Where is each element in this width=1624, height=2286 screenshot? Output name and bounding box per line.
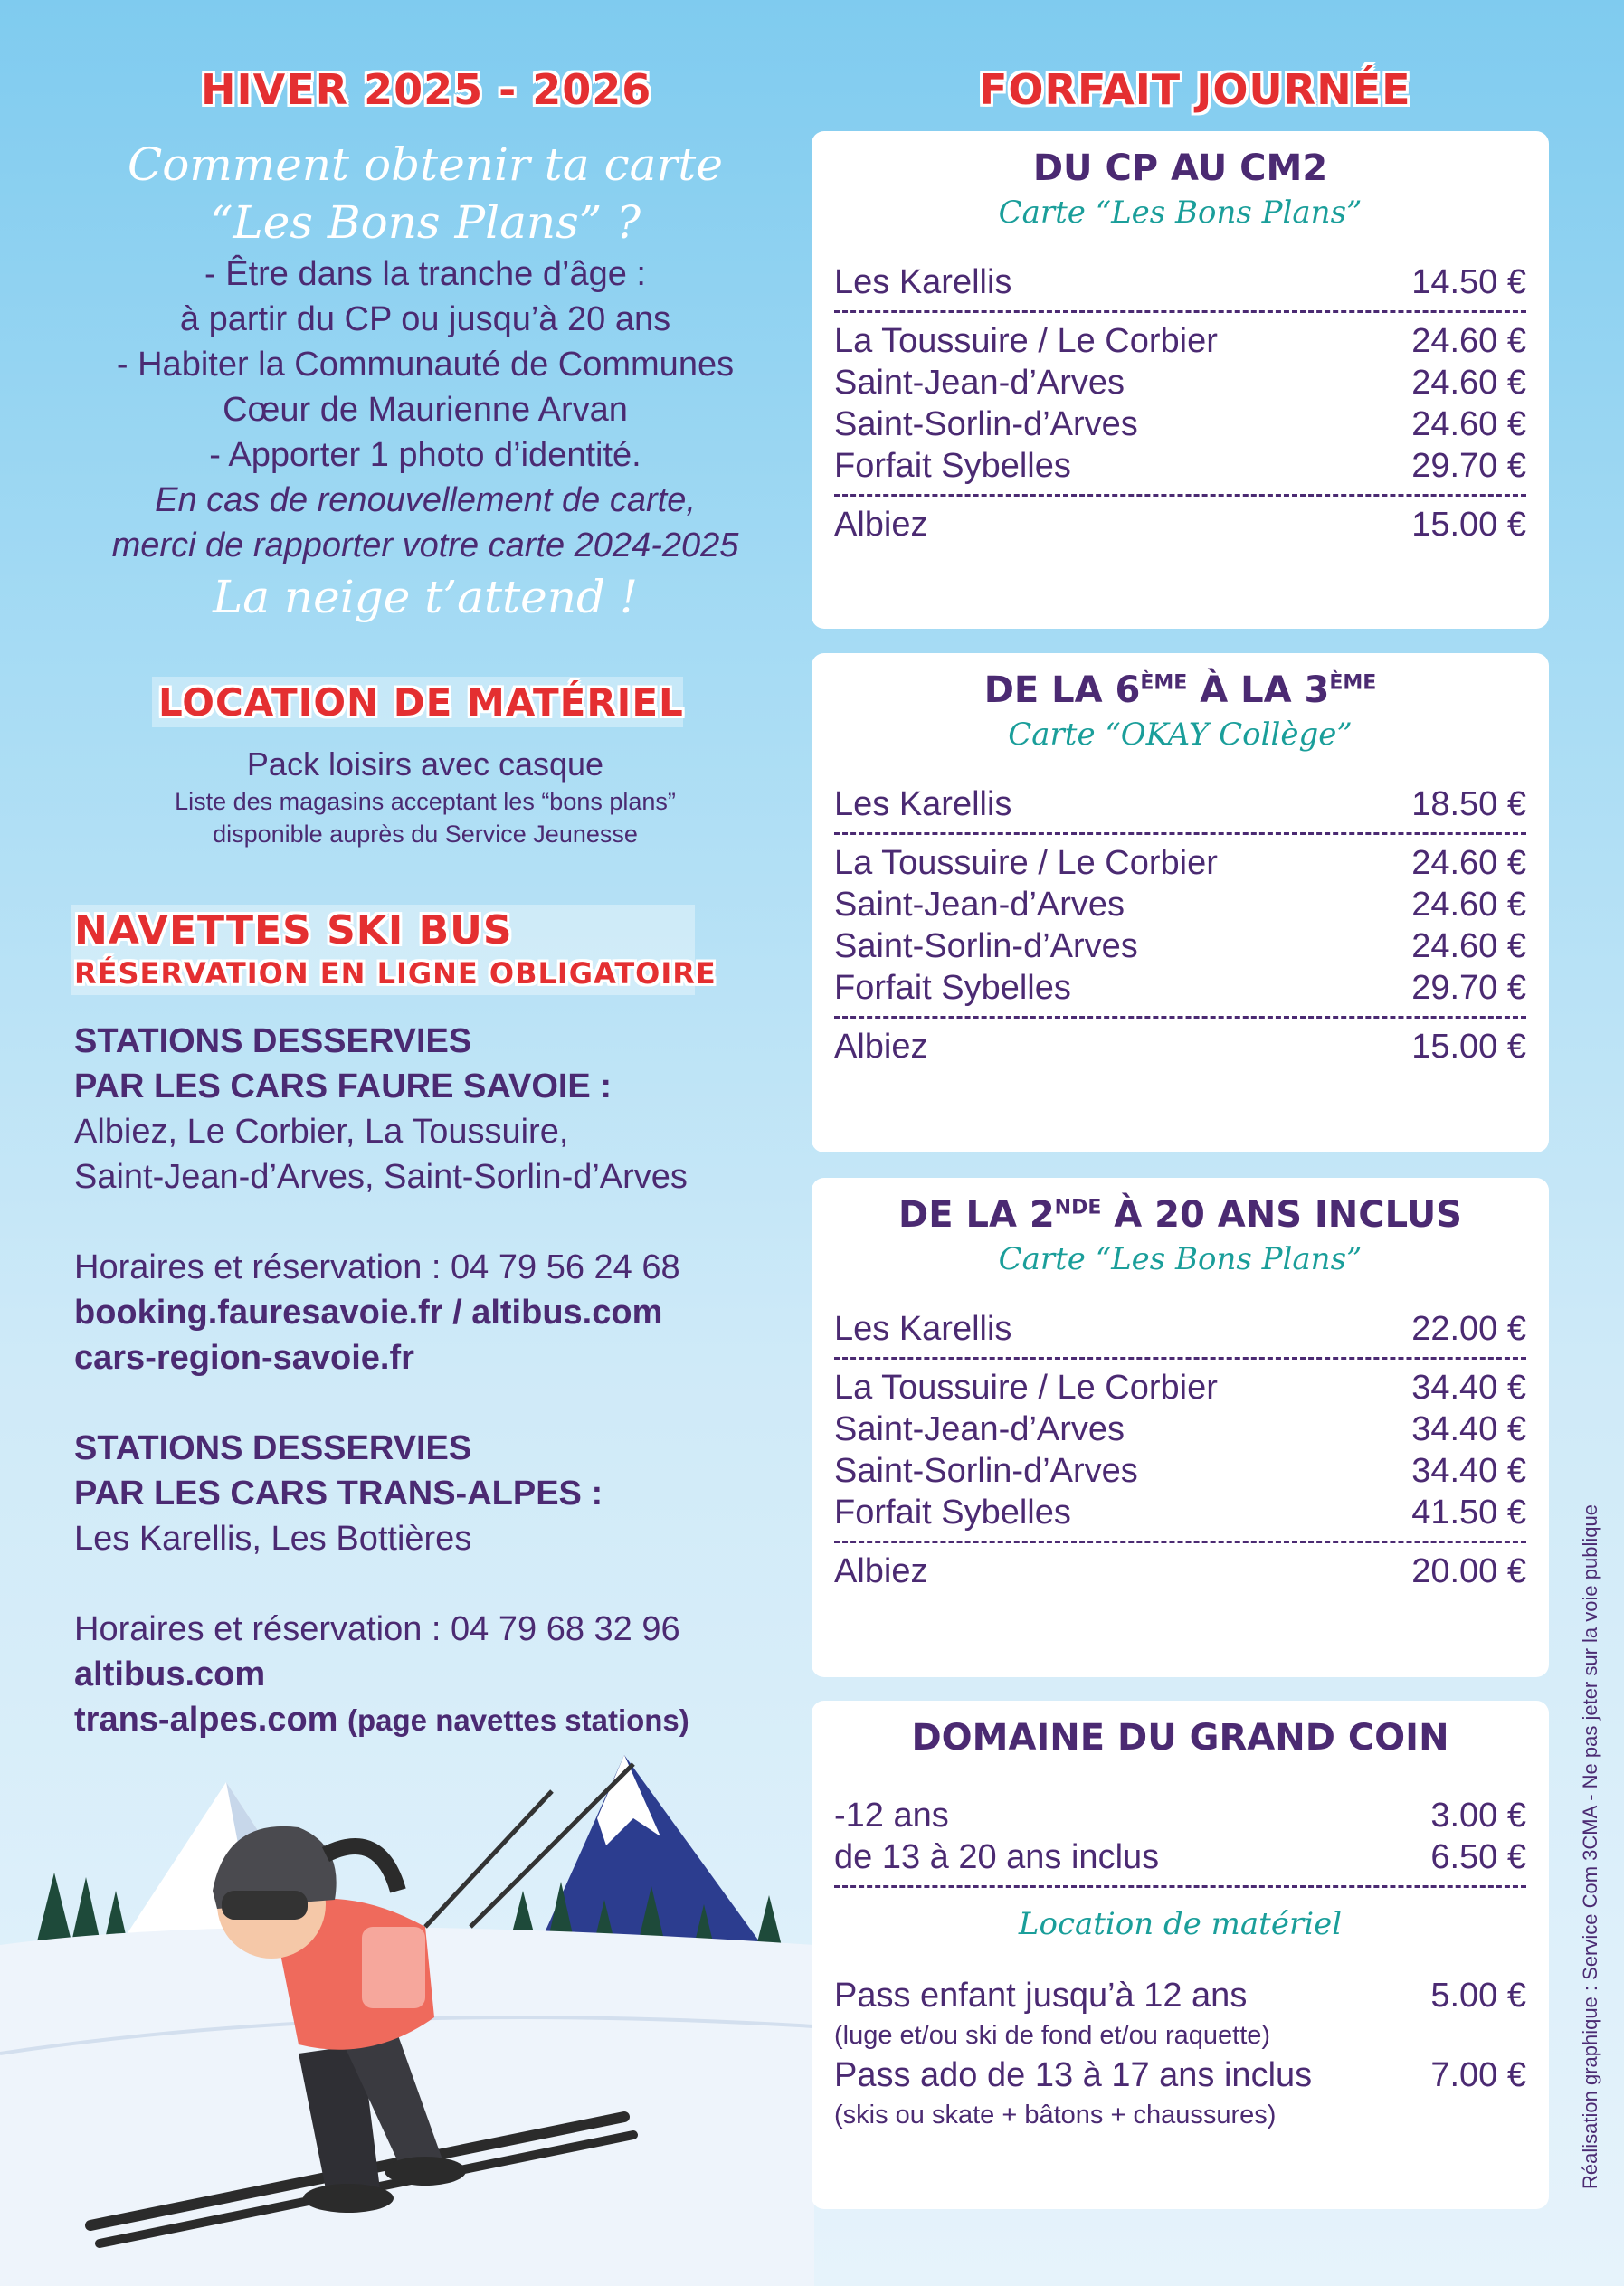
transalpes-heading-1: STATIONS DESSERVIES [74,1429,472,1467]
transalpes-link-1[interactable]: altibus.com [74,1655,266,1693]
price-row: Les Karellis 22.00 € [834,1310,1526,1348]
price-row: de 13 à 20 ans inclus 6.50 € [834,1838,1526,1876]
price-row: La Toussuire / Le Corbier 34.40 € [834,1369,1526,1407]
panel-1-card: Carte “Les Bons Plans” [998,194,1363,231]
season-title: HIVER 2025 - 2026 [201,65,652,114]
price-row: Pass enfant jusqu’à 12 ans 5.00 € [834,1977,1526,2015]
price-row: Forfait Sybelles 29.70 € [834,969,1526,1007]
dashed-divider [834,1357,1526,1360]
rental-title: LOCATION DE MATÉRIEL [158,680,684,725]
price-row: La Toussuire / Le Corbier 24.60 € [834,322,1526,360]
panel-2-card: Carte “OKAY Collège” [1008,716,1353,753]
panel-1-heading: DU CP AU CM2 [1032,147,1328,189]
faure-stations-2: Saint-Jean-d’Arves, Saint-Sorlin-d’Arves [74,1158,688,1196]
price-row: Saint-Sorlin-d’Arves 34.40 € [834,1452,1526,1490]
price-row: Saint-Sorlin-d’Arves 24.60 € [834,927,1526,965]
renewal-1: En cas de renouvellement de carte, [155,481,696,519]
faure-stations-1: Albiez, Le Corbier, La Toussuire, [74,1113,569,1151]
transalpes-link-2[interactable]: trans-alpes.com [74,1701,338,1739]
dashed-divider [834,1885,1526,1888]
price-row: Forfait Sybelles 29.70 € [834,447,1526,485]
intro-block [63,136,787,626]
skier-goggles [222,1891,308,1920]
panel-3-card: Carte “Les Bons Plans” [998,1241,1363,1277]
dashed-divider [834,494,1526,497]
panel-6e-3e [812,653,1549,1152]
question-line-1: Comment obtenir ta carte [128,138,723,191]
faure-heading-2: PAR LES CARS FAURE SAVOIE : [74,1067,612,1105]
rental-note-2: disponible auprès du Service Jeunesse [213,820,638,848]
transalpes-heading-2: PAR LES CARS TRANS-ALPES : [74,1475,603,1513]
panel-2nde-20ans [812,1178,1549,1677]
rental-note-1: Liste des magasins acceptant les “bons plans” [175,788,676,815]
credit-vertical: Réalisation graphique : Service Com 3CMA - Ne pas jeter sur la voie publique [1579,1504,1601,2189]
dashed-divider [834,310,1526,313]
snow-line: La neige t’attend ! [213,571,638,623]
price-row: Pass ado de 13 à 17 ans inclus 7.00 € [834,2056,1526,2094]
bus-subtitle: RÉSERVATION EN LIGNE OBLIGATOIRE [74,956,717,991]
transalpes-link-2-note: (page navettes stations) [347,1703,689,1737]
condition-2: à partir du CP ou jusqu’à 20 ans [179,300,671,338]
price-row: La Toussuire / Le Corbier 24.60 € [834,844,1526,882]
condition-1: - Être dans la tranche d’âge : [204,255,646,293]
panel-2-heading: DE LA 6ÈME À LA 3ÈME [983,669,1377,711]
dashed-divider [834,1016,1526,1019]
question-line-2: “Les Bons Plans” ? [209,196,641,249]
panel-4-heading: DOMAINE DU GRAND COIN [911,1717,1449,1759]
rental-label: Location de matériel [1018,1906,1343,1942]
skier-illustration [0,1719,814,2286]
dashed-divider [834,832,1526,835]
rental-block [63,744,787,850]
price-row: Saint-Jean-d’Arves 24.60 € [834,886,1526,924]
panel-3-heading: DE LA 2NDE À 20 ANS INCLUS [898,1194,1462,1236]
faure-block [74,1019,780,1743]
faure-heading-1: STATIONS DESSERVIES [74,1022,472,1060]
transalpes-phone: Horaires et réservation : 04 79 68 32 96 [74,1610,680,1648]
price-row: Saint-Jean-d’Arves 24.60 € [834,364,1526,402]
faure-link-2[interactable]: cars-region-savoie.fr [74,1339,414,1377]
price-row: Saint-Jean-d’Arves 34.40 € [834,1410,1526,1448]
pass1-note: (luge et/ou ski de fond et/ou raquette) [834,2021,1271,2050]
price-row: Les Karellis 14.50 € [834,263,1526,301]
forfait-title: FORFAIT JOURNÉE [979,65,1411,114]
panel-cp-cm2 [812,131,1549,629]
price-row: Albiez 15.00 € [834,506,1526,544]
price-row: Les Karellis 18.50 € [834,785,1526,823]
dashed-divider [834,1541,1526,1543]
bus-title: NAVETTES SKI BUS [74,907,513,953]
price-row: -12 ans 3.00 € [834,1797,1526,1835]
pass2-note: (skis ou skate + bâtons + chaussures) [834,2101,1277,2129]
faure-phone: Horaires et réservation : 04 79 56 24 68 [74,1248,680,1286]
price-row: Albiez 20.00 € [834,1552,1526,1590]
rental-pack: Pack loisirs avec casque [246,745,604,783]
condition-3: - Habiter la Communauté de Communes [116,346,735,384]
price-row: Saint-Sorlin-d’Arves 24.60 € [834,405,1526,443]
panel-grand-coin [812,1701,1549,2209]
condition-5: - Apporter 1 photo d’identité. [209,436,641,474]
price-row: Albiez 15.00 € [834,1028,1526,1066]
price-row: Forfait Sybelles 41.50 € [834,1494,1526,1532]
faure-link-1[interactable]: booking.fauresavoie.fr / altibus.com [74,1294,663,1332]
condition-4: Cœur de Maurienne Arvan [223,391,628,429]
renewal-2: merci de rapporter votre carte 2024-2025 [111,526,739,564]
transalpes-stations: Les Karellis, Les Bottières [74,1520,472,1558]
